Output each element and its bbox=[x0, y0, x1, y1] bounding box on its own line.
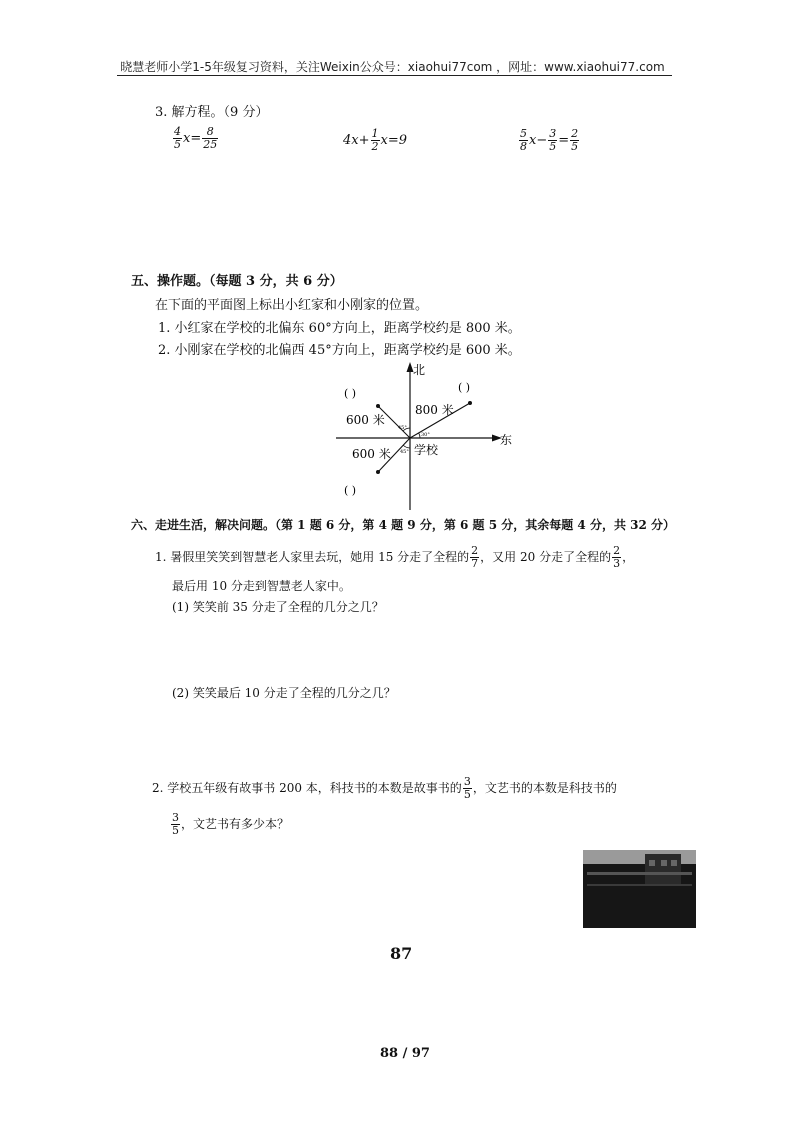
building-photo-icon bbox=[583, 850, 696, 928]
s6-q1-fraction-1: $\frac{2}{7}$ bbox=[471, 544, 479, 570]
direction-diagram bbox=[330, 360, 520, 510]
s6-q2-line2: $\frac{3}{5}$ ，文艺书有多少本？ bbox=[172, 811, 290, 837]
north-label: 北 bbox=[413, 363, 426, 377]
eq3-fraction-a: $\frac{5}{8}$ bbox=[520, 127, 527, 153]
q3-title: 3. 解方程。（9 分） bbox=[155, 105, 269, 120]
label-600m-lower: 600 米 bbox=[352, 447, 391, 461]
arc-45-lower bbox=[403, 445, 410, 448]
s6-q2-fraction-1: $\frac{3}{5}$ bbox=[463, 775, 471, 801]
s6-q1-fraction-2: $\frac{2}{3}$ bbox=[613, 544, 621, 570]
section5-item-2: 2. 小刚家在学校的北偏西 45°方向上，距离学校约是 600 米。 bbox=[158, 343, 521, 358]
answer-blank-ne[interactable]: ( ) bbox=[458, 381, 471, 394]
eq1-fraction-a: $\frac{4}{5}$ bbox=[174, 125, 181, 151]
endpoint-800m bbox=[468, 401, 472, 405]
eq3-fraction-b: $\frac{3}{5}$ bbox=[549, 127, 557, 153]
eq2-fraction: $\frac{1}{2}$ bbox=[371, 127, 379, 153]
page-header: 晓慧老师小学1-5年级复习资料，关注Weixin公众号：xiaohui77com ，网址：www.xiaohui77.com bbox=[120, 60, 665, 74]
equation-1: $\frac{4}{5}$ x= $\frac{8}{25}$ bbox=[174, 125, 218, 151]
endpoint-600m-lower bbox=[376, 470, 380, 474]
equation-2: 4x+ $\frac{1}{2}$ x=9 bbox=[343, 127, 407, 153]
section5-intro: 在下面的平面图上标出小红家和小刚家的位置。 bbox=[155, 298, 429, 313]
s6-q1-line2: 最后用 10 分走到智慧老人家中。 bbox=[172, 579, 351, 593]
s6-q1-sub2: (2) 笑笑最后 10 分走了全程的几分之几？ bbox=[172, 686, 396, 700]
endpoint-600m-upper bbox=[376, 404, 380, 408]
arc-30 bbox=[419, 433, 420, 438]
decorative-photo bbox=[583, 850, 696, 928]
s6-q1-line1: 1. 暑假里笑笑到智慧老人家里去玩，她用 15 分走了全程的 $\frac{2}{7}$ ，又用 20 分走了全程的 $\frac{2}{3}$ ， bbox=[155, 544, 635, 570]
s6-q2-line1: 2. 学校五年级有故事书 200 本，科技书的本数是故事书的 $\frac{3}{5}$ ，文艺书的本数是科技书的 bbox=[152, 775, 617, 801]
angle-label-45-lower: 45° bbox=[400, 449, 409, 455]
east-label: 东 bbox=[500, 433, 513, 447]
school-label: 学校 bbox=[414, 443, 439, 457]
label-600m-upper: 600 米 bbox=[346, 413, 385, 427]
eq3-fraction-c: $\frac{2}{5}$ bbox=[571, 127, 579, 153]
label-800m: 800 米 bbox=[415, 403, 454, 417]
section6-title: 六、走进生活，解决问题。（第 1 题 6 分，第 4 题 9 分，第 6 题 5 分，其余每题 4 分，共 32 分） bbox=[131, 518, 675, 532]
angle-label-30: 30° bbox=[421, 432, 430, 438]
s6-q2-fraction-2: $\frac{3}{5}$ bbox=[172, 811, 179, 837]
section5-title: 五、操作题。（每题 3 分，共 6 分） bbox=[131, 274, 343, 289]
page-counter: 88 / 97 bbox=[380, 1046, 430, 1061]
equation-3: $\frac{5}{8}$ x− $\frac{3}{5}$ = $\frac{2}{5}$ bbox=[520, 127, 579, 153]
section5-item-1: 1. 小红家在学校的北偏东 60°方向上，距离学校约是 800 米。 bbox=[158, 321, 521, 336]
s6-q1-sub1: (1) 笑笑前 35 分走了全程的几分之几？ bbox=[172, 600, 384, 614]
answer-blank-nw[interactable]: ( ) bbox=[344, 387, 357, 400]
answer-blank-sw[interactable]: ( ) bbox=[344, 484, 357, 497]
angle-label-45-upper: 45° bbox=[398, 425, 407, 431]
header-divider bbox=[117, 75, 672, 76]
page-number: 87 bbox=[390, 944, 413, 963]
eq1-fraction-b: $\frac{8}{25}$ bbox=[203, 125, 218, 151]
